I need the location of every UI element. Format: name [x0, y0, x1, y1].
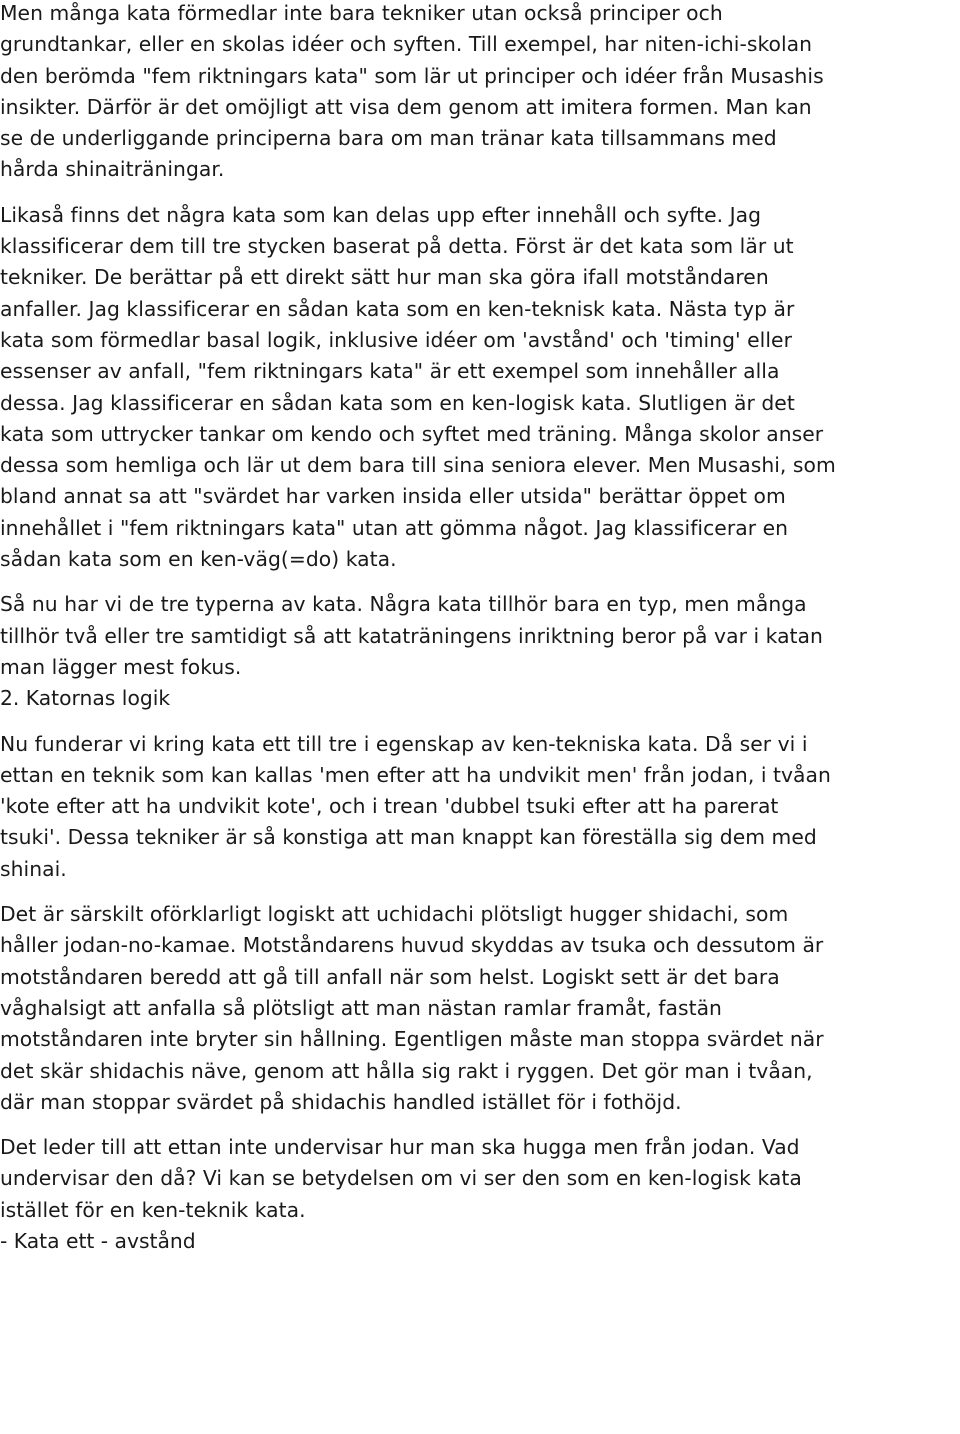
paragraph-ettan: Det leder till att ettan inte undervisar hur man ska hugga men från jodan. Vad undervisar den då? Vi kan se betydelsen om vi ser den som en ken-logisk kata istället för en ken-teknik kata.: [0, 1135, 802, 1222]
paragraph-classification: Likaså finns det några kata som kan delas upp efter innehåll och syfte. Jag klassificerar dem till tre stycken baserat på detta. Först är det kata som lär ut tekniker. De berättar på ett direkt sätt hur man ska göra ifall motståndaren anfaller. Jag klassificerar en sådan kata som en ken-teknisk kata. Nästa typ är kata som förmedlar basal logik, inklusive idéer om 'avstånd' och 'timing' eller essenser av anfall, "fem riktningars kata" är ett exempel som innehåller alla dessa. Jag klassificerar en sådan kata som en ken-logisk kata. Slutligen är det kata som uttrycker tankar om kendo och syftet med träning. Många skolor anser dessa som hemliga och lär ut dem bara till sina seniora elever. Men Musashi, som bland annat sa att "svärdet har varken insida eller utsida" berättar öppet om innehållet i "fem riktningars kata" utan att gömma något. Jag klassificerar en sådan kata som en ken-väg(=do) kata.: [0, 202, 836, 572]
paragraph-three-types: Så nu har vi de tre typerna av kata. Några kata tillhör bara en typ, men många tillhör två eller tre samtidigt så att kataträningens inriktning beror på var i katan man lägger mest fokus.: [0, 592, 823, 679]
subsection-heading: - Kata ett - avstånd: [0, 1228, 196, 1253]
paragraph-uchidachi: Det är särskilt oförklarligt logiskt att uchidachi plötsligt hugger shidachi, som håller jodan-no-kamae. Motståndarens huvud skyddas av tsuka och dessutom är motståndaren beredd att gå till anfall när som helst. Logiskt sett är det bara våghalsigt att anfalla så plötsligt att man nästan ramlar framåt, fastän motståndaren inte bryter sin hållning. Egentligen måste man stoppa svärdet när det skär shidachis näve, genom att hålla sig rakt i ryggen. Det gör man i tvåan, där man stoppar svärdet på shidachis handled istället för i fothöjd.: [0, 902, 824, 1114]
paragraph-principles: Men många kata förmedlar inte bara tekniker utan också principer och grundtankar, eller en skolas idéer och syften. Till exempel, har niten-ichi-skolan den berömda "fem riktningars kata" som lär ut principer och idéer från Musashis insikter. Därför är det omöjligt att visa dem genom att imitera formen. Man kan se de underliggande principerna bara om man tränar kata tillsammans med hårda shinaiträningar.: [0, 1, 824, 182]
paragraph-kata-one-to-three: Nu funderar vi kring kata ett till tre i egenskap av ken-tekniska kata. Då ser vi i ettan en teknik som kan kallas 'men efter att ha undvikit men' från jodan, i tvåan 'kote efter att ha undvikit kote', och i trean 'dubbel tsuki efter att ha parerat tsuki'. Dessa tekniker är så konstiga att man knappt kan föreställa sig dem med shinai.: [0, 731, 831, 881]
section-heading: 2. Katornas logik: [0, 686, 171, 711]
